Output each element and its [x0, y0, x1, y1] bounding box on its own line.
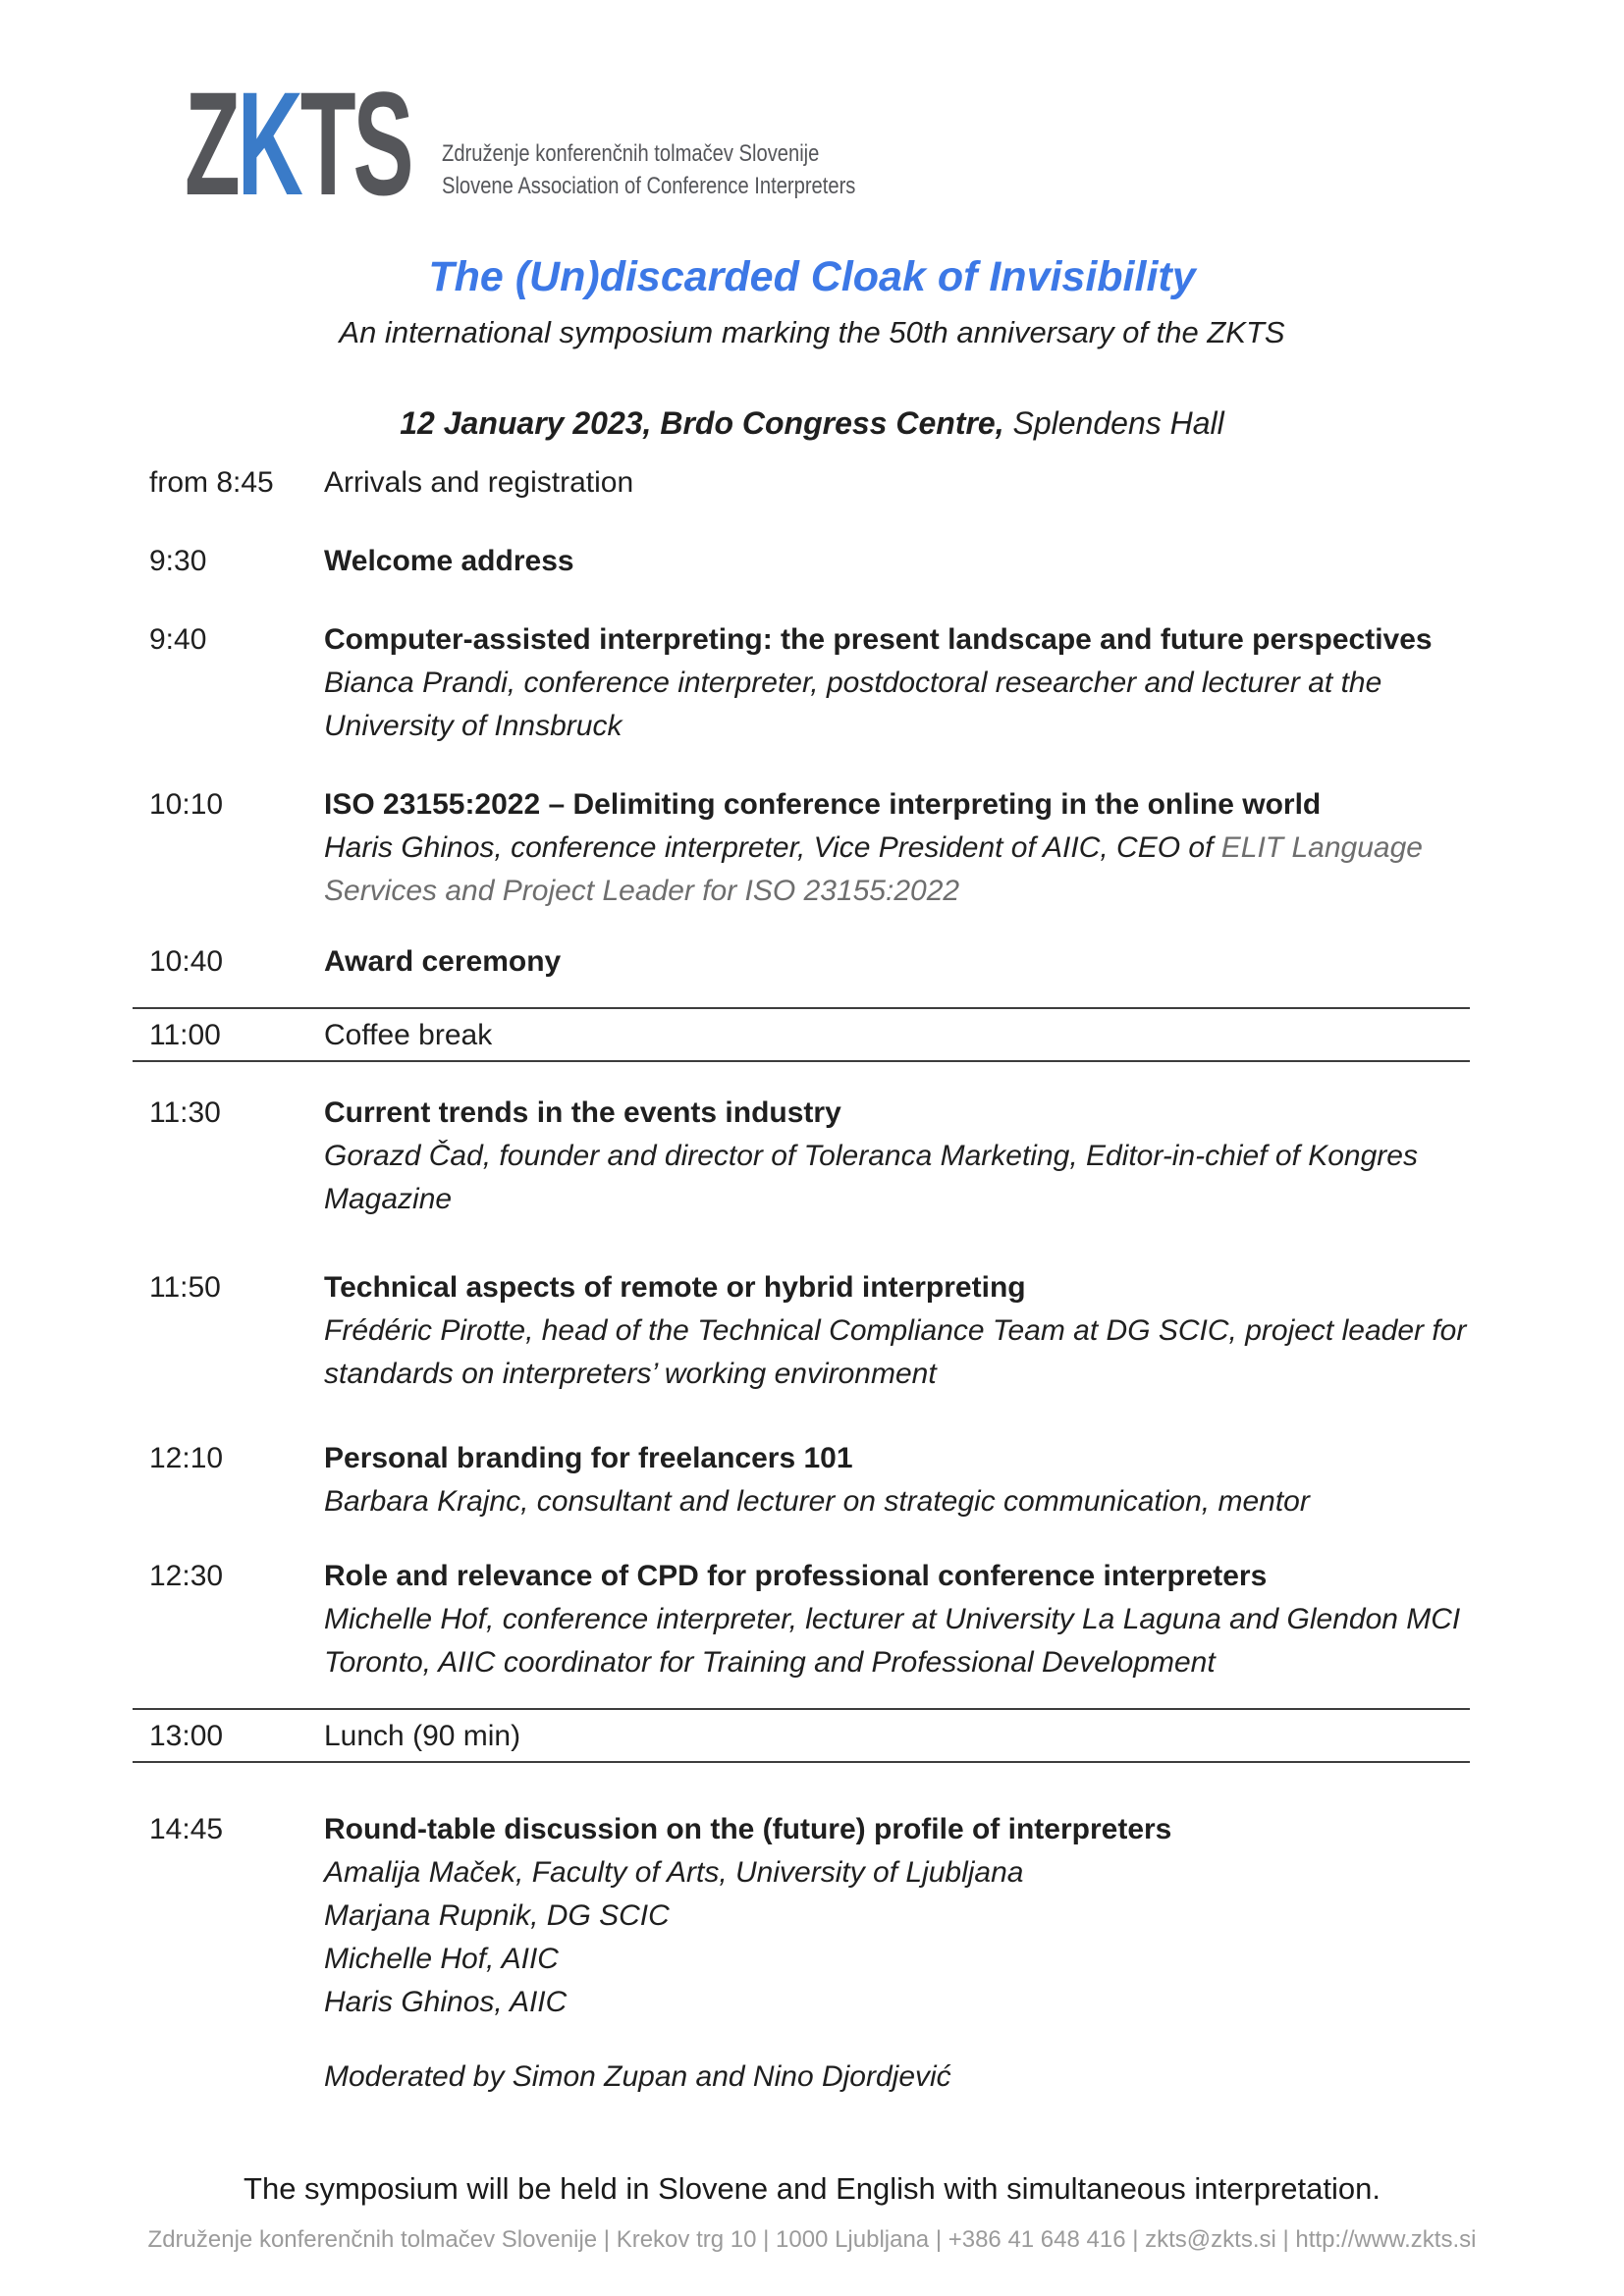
session-speaker [324, 1938, 1470, 1981]
session-speaker [324, 827, 1470, 913]
session-time: 12:10 [149, 1442, 224, 1474]
session-content [324, 461, 1470, 505]
logo-letter: Z [185, 61, 238, 226]
logo-tagline-line2: Slovene Association of Conference Interpreters [442, 173, 856, 199]
session-title: Lunch (90 min) [324, 1720, 521, 1752]
speaker-text: Haris Ghinos, AIIC [324, 1986, 568, 2018]
moderators-note: Moderated by Simon Zupan and Nino Djordjević [324, 2060, 951, 2093]
session-content [324, 1715, 1470, 1758]
session-time: 12:30 [149, 1560, 224, 1592]
page-title: The (Un)discarded Cloak of Invisibility [428, 253, 1196, 300]
speaker-text: Amalija Maček, Faculty of Arts, University of Ljubljana [324, 1856, 1024, 1889]
session-title: Computer-assisted interpreting: the present landscape and future perspectives [324, 623, 1433, 656]
schedule-row [133, 1555, 1470, 1684]
session-title: Welcome address [324, 545, 574, 577]
session-title: Round-table discussion on the (future) profile of interpreters [324, 1813, 1172, 1845]
title-block [0, 253, 1624, 442]
schedule-break-row [133, 1007, 1470, 1062]
speaker-text: Michelle Hof, conference interpreter, lecturer at University La Laguna and Glendon MCI Toronto, AIIC coordinator for Training and Professional Development [324, 1603, 1461, 1679]
speaker-text: Michelle Hof, AIIC [324, 1943, 559, 1975]
session-title: Award ceremony [324, 945, 562, 978]
speaker-text: Marjana Rupnik, DG SCIC [324, 1899, 670, 1932]
schedule-row [133, 461, 1470, 505]
session-speaker [324, 1851, 1470, 1895]
session-content [324, 783, 1470, 913]
session-time: 9:30 [149, 545, 207, 577]
session-title: Arrivals and registration [324, 466, 634, 499]
speaker-text: Gorazd Čad, founder and director of Toleranca Marketing, Editor-in-chief of Kongres Magazine [324, 1140, 1418, 1215]
schedule-row [133, 1266, 1470, 1396]
schedule-row [133, 940, 1470, 984]
schedule-row [133, 618, 1470, 748]
session-speaker [324, 1981, 1470, 2024]
session-title: Current trends in the events industry [324, 1096, 841, 1129]
schedule [133, 461, 1470, 2099]
session-speaker [324, 1895, 1470, 1938]
session-speaker [324, 1480, 1470, 1523]
speaker-text: Bianca Prandi, conference interpreter, postdoctoral researcher and lecturer at the University of Innsbruck [324, 667, 1382, 742]
session-speaker [324, 662, 1470, 748]
zkts-logo [185, 61, 856, 226]
session-content [324, 618, 1470, 748]
session-title: Role and relevance of CPD for professional conference interpreters [324, 1560, 1268, 1592]
session-time: 13:00 [149, 1720, 224, 1752]
page-footer: Združenje konferenčnih tolmačev Slovenije | Krekov trg 10 | 1000 Ljubljana | +386 41 648 416 | zkts@zkts.si | http://www.zkts.si [147, 2226, 1477, 2253]
session-time: 14:45 [149, 1813, 224, 1845]
page-subtitle: An international symposium marking the 50th anniversary of the ZKTS [339, 315, 1285, 349]
schedule-row [133, 783, 1470, 913]
speaker-text: Frédéric Pirotte, head of the Technical Compliance Team at DG SCIC, project leader for standards on interpreters’ working environment [324, 1314, 1467, 1390]
session-speaker [324, 1309, 1470, 1396]
zkts-logo-letters [185, 61, 411, 226]
session-title: Technical aspects of remote or hybrid interpreting [324, 1271, 1026, 1304]
schedule-break-row [133, 1708, 1470, 1763]
session-title: ISO 23155:2022 – Delimiting conference interpreting in the online world [324, 788, 1322, 821]
session-title: Personal branding for freelancers 101 [324, 1442, 853, 1474]
session-speaker [324, 1598, 1470, 1684]
session-content [324, 1555, 1470, 1684]
speaker-text-muted: ELIT Language Services and Project Leader for ISO 23155:2022 [324, 831, 1423, 907]
logo-letter: T [299, 61, 353, 226]
speaker-text: Haris Ghinos, conference interpreter, Vice President of AIIC, CEO of [324, 831, 1221, 864]
session-content [324, 940, 1470, 984]
closing-note: The symposium will be held in Slovene and English with simultaneous interpretation. [244, 2171, 1380, 2206]
event-date-venue: 12 January 2023, Brdo Congress Centre, [400, 405, 1004, 441]
session-content [324, 1014, 1470, 1057]
schedule-row [133, 540, 1470, 583]
session-content [324, 1092, 1470, 1221]
session-time: 11:00 [149, 1019, 221, 1051]
logo-tagline-line1: Združenje konferenčnih tolmačev Slovenije [442, 140, 820, 167]
session-content [324, 1808, 1470, 2099]
session-time: 11:50 [149, 1271, 221, 1304]
schedule-row [133, 1437, 1470, 1523]
session-content [324, 1437, 1470, 1523]
logo-tagline [442, 137, 855, 202]
logo-letter: K [237, 61, 300, 226]
event-date-line [0, 405, 1624, 442]
session-time: from 8:45 [149, 466, 274, 499]
session-content [324, 540, 1470, 583]
logo-letter: S [352, 61, 411, 226]
session-title: Coffee break [324, 1019, 493, 1051]
session-time: 10:10 [149, 788, 224, 821]
session-content [324, 1266, 1470, 1396]
schedule-row [133, 1092, 1470, 1221]
session-time: 10:40 [149, 945, 224, 978]
session-time: 11:30 [149, 1096, 221, 1129]
schedule-row [133, 1808, 1470, 2099]
event-hall: Splendens Hall [1003, 405, 1224, 441]
session-speaker [324, 1135, 1470, 1221]
session-time: 9:40 [149, 623, 207, 656]
speaker-text: Barbara Krajnc, consultant and lecturer on strategic communication, mentor [324, 1485, 1310, 1518]
